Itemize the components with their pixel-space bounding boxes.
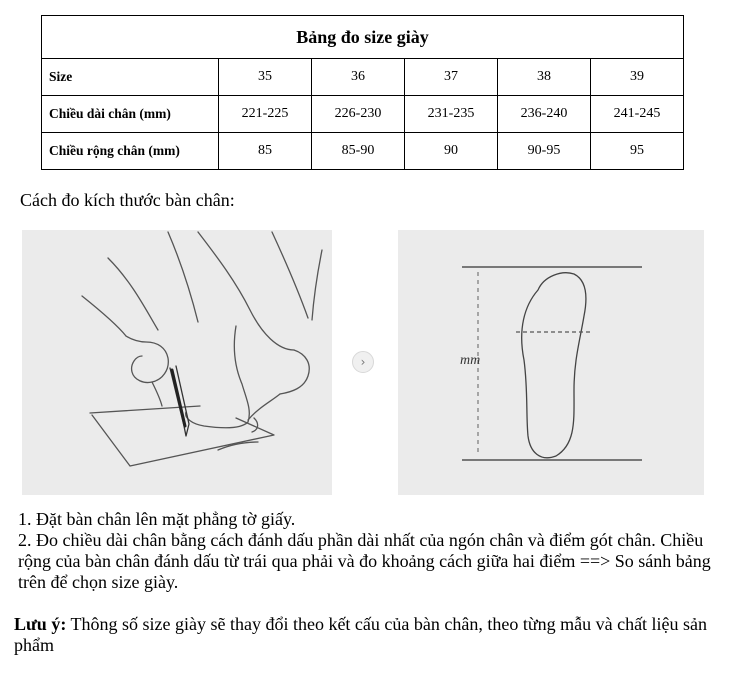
note (14, 614, 736, 656)
instructions (18, 509, 730, 593)
size-chart-table (41, 15, 684, 170)
measure-label: mm (460, 353, 481, 368)
foot-measurement-diagram (398, 230, 704, 495)
note-label: Lưu ý: (14, 614, 67, 634)
table-cell: 36 (312, 59, 405, 96)
table-cell: 231-235 (405, 96, 498, 133)
table-cell: 236-240 (498, 96, 591, 133)
table-cell: 38 (498, 59, 591, 96)
table-cell: 90-95 (498, 133, 591, 170)
section-label: Cách đo kích thước bàn chân: (20, 190, 235, 210)
table-row-width (42, 133, 684, 170)
table-cell: 90 (405, 133, 498, 170)
instruction-step-2: 2. Đo chiều dài chân bằng cách đánh dấu phần dài nhất của ngón chân và điểm gót chân. Chiều rộng của bàn chân đánh dấu từ trái qua phải và đo khoảng cách giữa hai điểm ==> So sánh bảng trên để chọn size giày. (18, 530, 711, 592)
note-text: Thông số size giày sẽ thay đổi theo kết cấu của bàn chân, theo từng mẫu và chất liệu sản phẩm (14, 614, 708, 655)
footprint-drawing (398, 230, 704, 495)
table-cell: 39 (591, 59, 684, 96)
instruction-step-1: 1. Đặt bàn chân lên mặt phẳng tờ giấy. (18, 509, 296, 529)
row-header: Chiều dài chân (mm) (42, 96, 219, 133)
table-cell: 85 (219, 133, 312, 170)
table-title: Bảng đo size giày (42, 16, 684, 59)
chevron-right-icon: › (360, 355, 366, 369)
table-row-length (42, 96, 684, 133)
foot-tracing-drawing (22, 230, 332, 495)
table-row-size (42, 59, 684, 96)
table-cell: 226-230 (312, 96, 405, 133)
table-cell: 37 (405, 59, 498, 96)
table-cell: 85-90 (312, 133, 405, 170)
table-cell: 241-245 (591, 96, 684, 133)
row-header: Chiều rộng chân (mm) (42, 133, 219, 170)
foot-tracing-illustration (22, 230, 332, 495)
table-cell: 221-225 (219, 96, 312, 133)
row-header: Size (42, 59, 219, 96)
table-cell: 95 (591, 133, 684, 170)
next-slide-button[interactable] (352, 351, 374, 373)
table-cell: 35 (219, 59, 312, 96)
